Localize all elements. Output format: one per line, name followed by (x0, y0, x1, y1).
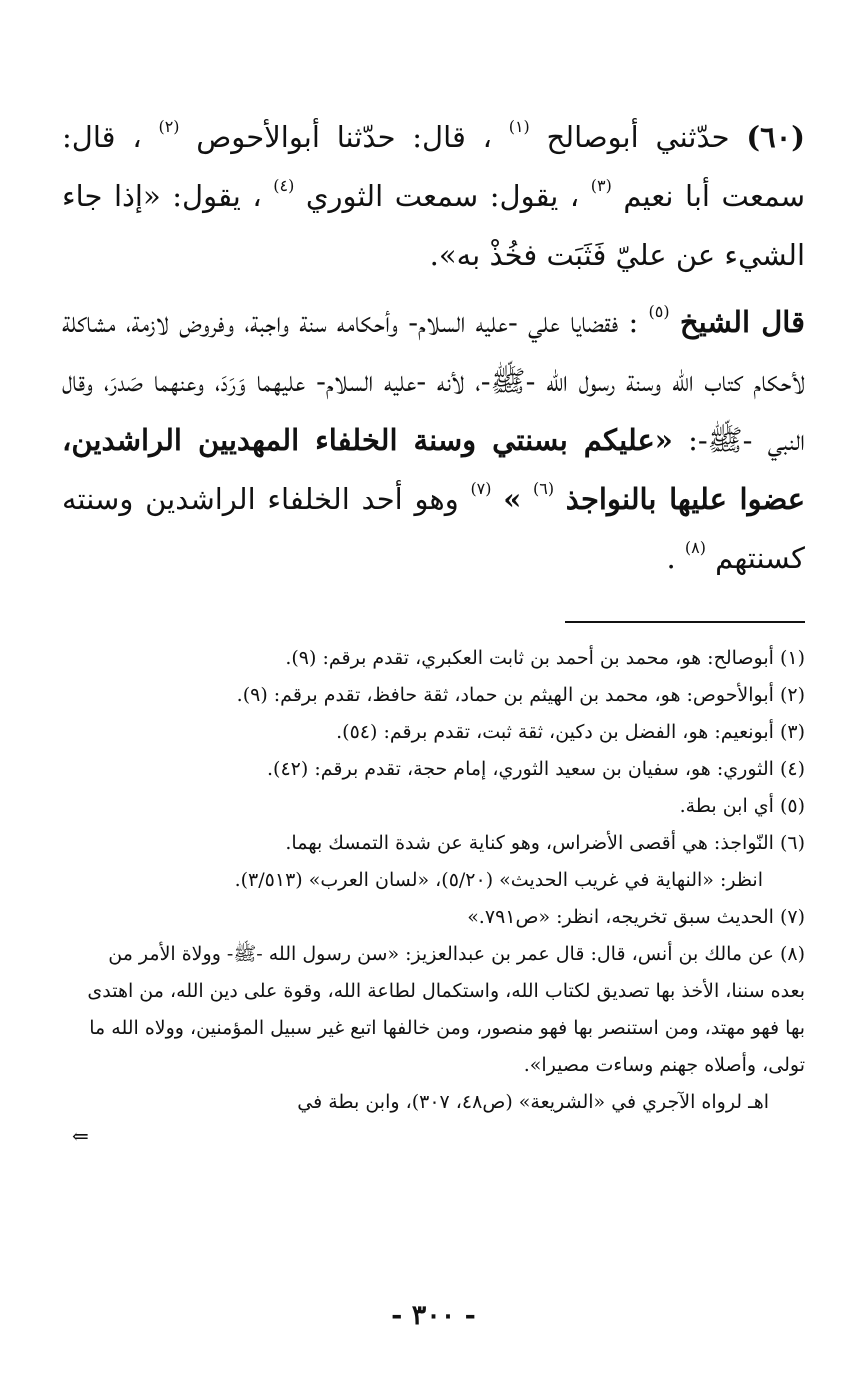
footnote-text: أبوصالح: هو، محمد بن أحمد بن ثابت العكبري، تقدم برقم: (٩). (285, 647, 774, 669)
footnote-number: (٥) (779, 795, 805, 817)
footnote-6-reference: انظر: «النهاية في غريب الحديث» (٥/٢٠)، «لسان العرب» (٣/٥١٣). (234, 869, 763, 891)
commentary-text: وهو أحد الخلفاء الراشدين وسنته كسنتهم (62, 482, 805, 575)
footnote-number: (٢) (779, 684, 805, 706)
footnote-number: (١) (779, 647, 805, 669)
footnote-number: (٣) (779, 721, 805, 743)
footnote-6 (72, 825, 805, 862)
quote-close: » (503, 482, 522, 516)
footnote-2 (72, 677, 805, 714)
hadith-paragraph (62, 108, 805, 285)
hadith-number: (٦٠) (746, 120, 806, 154)
footnote-text: أي ابن بطة. (679, 795, 774, 817)
footnote-number: (٨) (779, 943, 805, 965)
footnote-number: (٦) (779, 832, 805, 854)
footnote-ref[interactable]: (١) (508, 116, 530, 136)
footnote-ref[interactable]: (٢) (158, 116, 180, 136)
commentary-end: . (666, 541, 676, 575)
footnote-text: عن مالك بن أنس، قال: قال عمر بن عبدالعزيز: «سن رسول الله -ﷺ- وولاة الأمر من بعده سننا، الأخذ بها تصديق لكتاب الله، واستكمال لطاعة الله، وقوة على دين الله، من اهتدى بها فهو مهتد، ومن استنصر بها فهو منصور، ومن خالفها اتبع غير سبيل المؤمنين، وولاه الله ما تولى، وأصلاه جهنم وساءت مصيرا». (87, 943, 805, 1076)
footnote-number: (٧) (779, 906, 805, 928)
footnote-text: النّواجذ: هي أقصى الأضراس، وهو كناية عن شدة التمسك بهما. (285, 832, 774, 854)
footnote-7 (72, 899, 805, 936)
footnote-ref[interactable]: (٣) (590, 175, 612, 195)
footnotes (72, 640, 805, 1151)
isnad-part: ، يقول: (172, 179, 262, 213)
footnote-4 (72, 751, 805, 788)
speaker-label: قال الشيخ (679, 305, 806, 339)
isnad-part: ، يقول: سمعت الثوري (305, 179, 580, 213)
footnote-8-source: اهـ لرواه الآجري في «الشريعة» (ص٤٨، ٣٠٧)، وابن بطة في (297, 1091, 769, 1113)
quoted-hadith: «عليكم بسنتي وسنة الخلفاء المهديين الراشدين، عضوا عليها بالنواجذ (62, 423, 806, 516)
footnote-8 (72, 936, 805, 1084)
footnote-ref[interactable]: (٥) (648, 301, 670, 321)
isnad-part: ، قال: سمعت أبا نعيم (62, 120, 806, 213)
hadith-matn: «إذا جاء الشيء عن عليّ فَثَبَت فخُذْ به». (62, 179, 805, 272)
continuation-arrow-icon: ⇐ (72, 1124, 89, 1148)
main-text (62, 108, 805, 588)
footnote-3 (72, 714, 805, 751)
footnote-text: أبوالأحوص: هو، محمد بن الهيثم بن حماد، ثقة حافظ، تقدم برقم: (٩). (236, 684, 774, 706)
footnote-text: أبونعيم: هو، الفضل بن دكين، ثقة ثبت، تقدم برقم: (٥٤). (336, 721, 774, 743)
footnote-ref[interactable]: (٨) (684, 537, 706, 557)
footnote-5 (72, 788, 805, 825)
footnote-ref[interactable]: (٤) (273, 175, 295, 195)
commentary-text: : فقضايا علي -عليه السلام- وأحكامه سنة واجبة، وفروض لازمة، مشاكلة لأحكام كتاب الله وسنة رسول الله -ﷺ-، لأنه -عليه السلام- عليهما وَرَدَ، وعنهما صَدرَ، وقال النبي -ﷺ-: (62, 305, 805, 457)
footnote-number: (٤) (779, 758, 805, 780)
footnote-text: الحديث سبق تخريجه، انظر: «ص٧٩١.» (467, 906, 774, 928)
footnote-ref[interactable]: (٦) (533, 478, 555, 498)
page-number: - ٣٠٠ - (391, 1300, 476, 1331)
footnote-ref[interactable]: (٧) (470, 478, 492, 498)
footnote-text: الثوري: هو، سفيان بن سعيد الثوري، إمام حجة، تقدم برقم: (٤٢). (267, 758, 774, 780)
footnote-1 (72, 640, 805, 677)
footnote-divider (565, 621, 805, 623)
isnad-part: حدّثني أبوصالح (546, 120, 730, 154)
isnad-part: ، قال: حدّثنا أبوالأحوص (196, 120, 492, 154)
commentary-paragraph (62, 293, 805, 588)
